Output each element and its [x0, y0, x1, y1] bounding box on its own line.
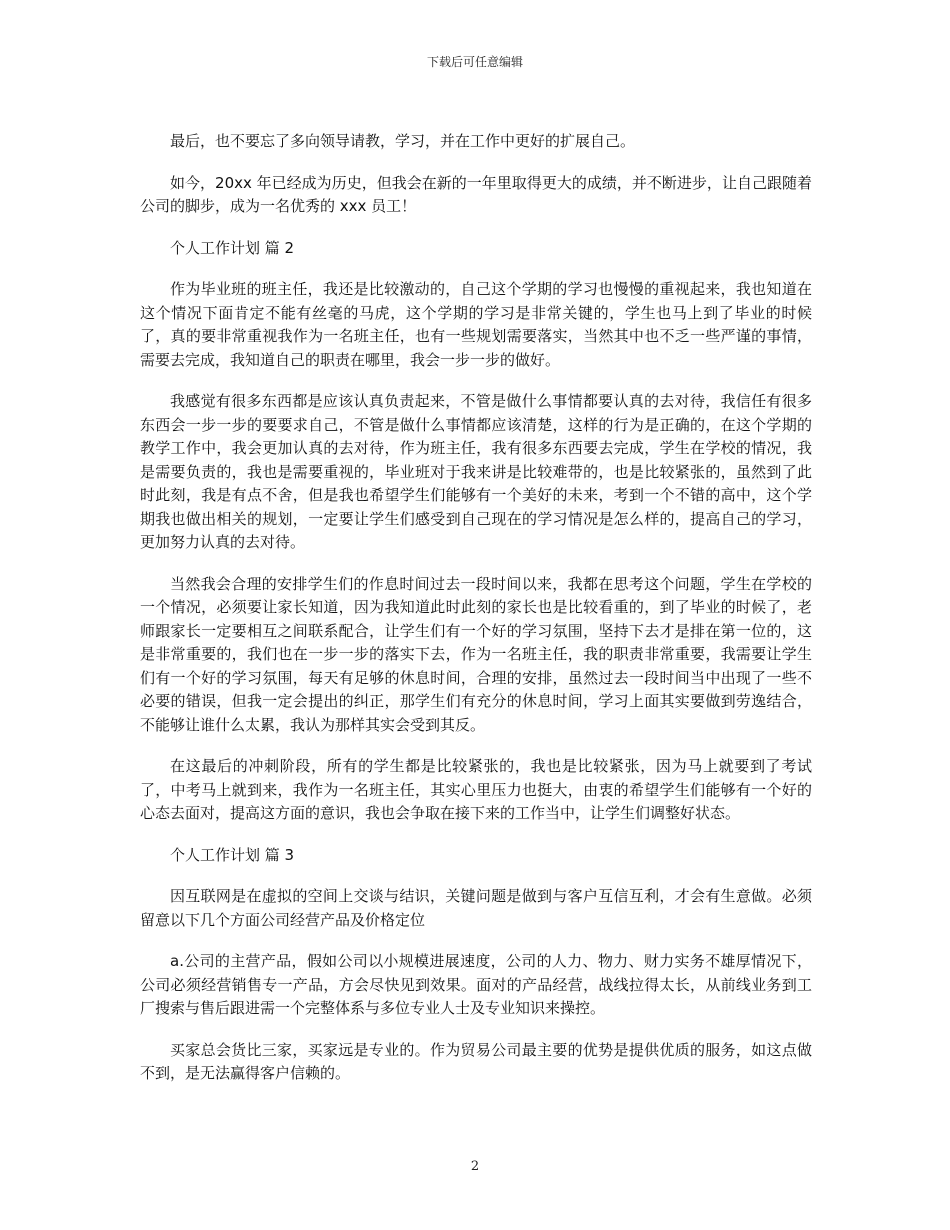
- paragraph: 当然我会合理的安排学生们的作息时间过去一段时间以来，我都在思考这个问题，学生在学校的一个情况，必须要让家长知道，因为我知道此时此刻的家长也是比较看重的，到了毕业的时候了，老师跟家长一定要相互之间联系配合，让学生们有一个好的学习氛围，坚持下去才是排在第一位的，这是非常重要的，我们也在一步一步的落实下去，作为一名班主任，我的职责非常重要，我需要让学生们有一个好的学习氛围，每天有足够的休息时间，合理的安排，虽然过去一段时间当中出现了一些不必要的错误，但我一定会提出的纠正，那学生们有充分的休息时间，学习上面其实要做到劳逸结合，不能够让谁什么太累，我认为那样其实会受到其反。: [140, 574, 812, 734]
- paragraph: 因互联网是在虚拟的空间上交谈与结识，关键问题是做到与客户互信互利，才会有生意做。必须留意以下几个方面公司经营产品及价格定位: [140, 887, 812, 929]
- paragraph: 我感觉有很多东西都是应该认真负责起来，不管是做什么事情都要认真的去对待，我信任有很多东西会一步一步的要要求自己，不管是做什么事情都应该清楚，这样的行为是正确的，在这个学期的教学工作中，我会更加认真的去对待，作为班主任，我有很多东西要去完成，学生在学校的情况，我是需要负责的，我也是需要重视的，毕业班对于我来讲是比较难带的，也是比较紧张的，虽然到了此时此刻，我是有点不舍，但是我也希望学生们能够有一个美好的未来，考到一个不错的高中，这个学期我也做出相关的规划，一定要让学生们感受到自己现在的学习情况是怎么样的，提高自己的学习，更加努力认真的去对待。: [140, 392, 812, 551]
- section-heading: 个人工作计划 篇 3: [170, 845, 295, 864]
- paragraph: 作为毕业班的班主任，我还是比较激动的，自己这个学期的学习也慢慢的重视起来，我也知道在这个情况下面肯定不能有丝毫的马虎，这个学期的学习是非常关键的，学生也马上到了毕业的时候了，真的要非常重视我作为一名班主任，也有一些规划需要落实，当然其中也不乏一些严谨的事情，需要去完成，我知道自己的职责在哪里，我会一步一步的做好。: [140, 280, 812, 369]
- paragraph: a.公司的主营产品，假如公司以小规模进展速度，公司的人力、物力、财力实务不雄厚情况下，公司必须经营销售专一产品，方会尽快见到效果。面对的产品经营，战线拉得太长，从前线业务到工厂搜索与售后跟进需一个完整体系与多位专业人士及专业知识来操控。: [140, 952, 812, 1017]
- page-header: 下载后可任意编辑: [426, 55, 523, 69]
- paragraph: 买家总会货比三家，买家远是专业的。作为贸易公司最主要的优势是提供优质的服务，如这点做不到，是无法赢得客户信赖的。: [140, 1040, 812, 1082]
- paragraph: 在这最后的冲刺阶段，所有的学生都是比较紧张的，我也是比较紧张，因为马上就要到了考试了，中考马上就到来，我作为一名班主任，其实心里压力也挺大，由衷的希望学生们能够有一个好的心态去面对，提高这方面的意识，我也会争取在接下来的工作当中，让学生们调整好状态。: [140, 757, 812, 822]
- document-body: [140, 130, 812, 1104]
- paragraph: 最后，也不要忘了多向领导请教，学习，并在工作中更好的扩展自己。: [170, 132, 636, 150]
- section-heading: 个人工作计划 篇 2: [170, 238, 295, 257]
- page-number: 2: [470, 1159, 480, 1174]
- paragraph: 如今，20xx 年已经成为历史，但我会在新的一年里取得更大的成绩，并不断进步，让自己跟随着公司的脚步，成为一名优秀的 xxx 员工！: [140, 173, 812, 215]
